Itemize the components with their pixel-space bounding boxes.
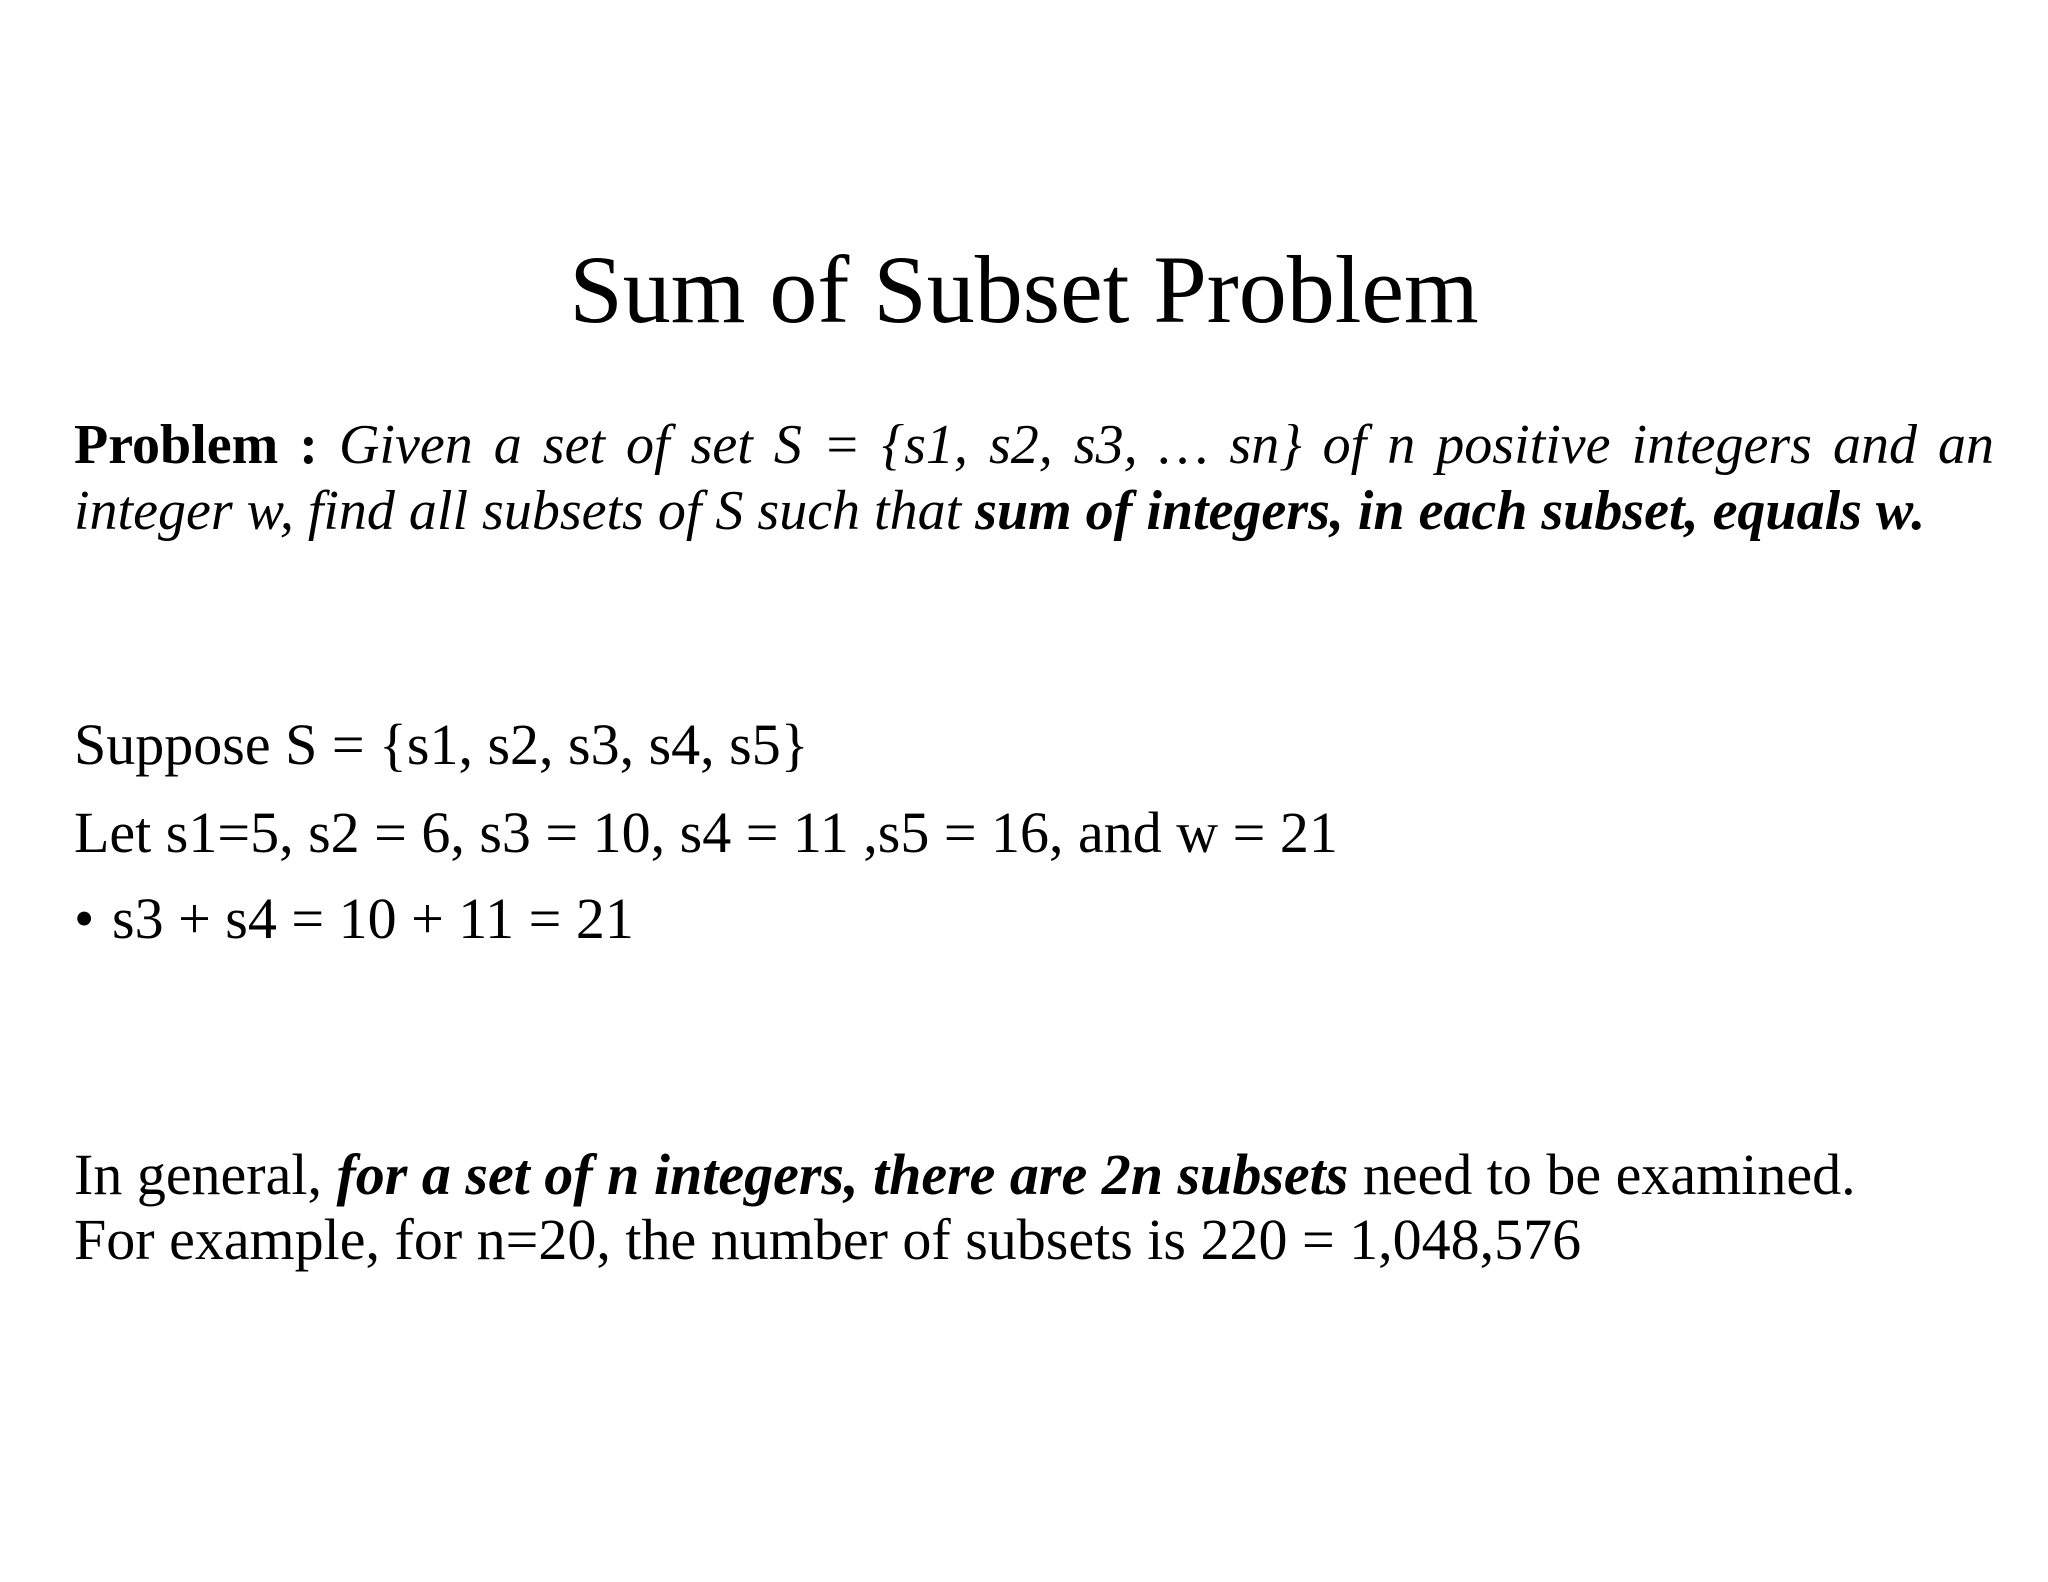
problem-label: Problem : (74, 414, 318, 476)
bullet-text: s3 + s4 = 10 + 11 = 21 (112, 886, 634, 951)
example-bullet (74, 886, 634, 952)
example-let: Let s1=5, s2 = 6, s3 = 10, s4 = 11 ,s5 = 16, and w = 21 (74, 800, 1338, 865)
slide-title: Sum of Subset Problem (569, 236, 1479, 343)
general-prefix: In general, (74, 1142, 337, 1207)
general-example: For example, for n=20, the number of subsets is 220 = 1,048,576 (74, 1207, 1582, 1272)
general-statement (74, 1142, 1856, 1208)
bullet-icon: • (74, 886, 95, 951)
problem-statement (74, 412, 1994, 544)
problem-text: Given a set of set S = {s1, s2, s3, … sn} of n positive integers and an integer w, find all subsets of S such that (74, 414, 1994, 542)
general-suffix: need to be examined. (1348, 1142, 1856, 1207)
problem-emphasis: sum of integers, in each subset, equals w. (975, 480, 1926, 542)
general-emphasis: for a set of n integers, there are 2n subsets (336, 1142, 1349, 1207)
example-suppose: Suppose S = {s1, s2, s3, s4, s5} (74, 712, 809, 777)
